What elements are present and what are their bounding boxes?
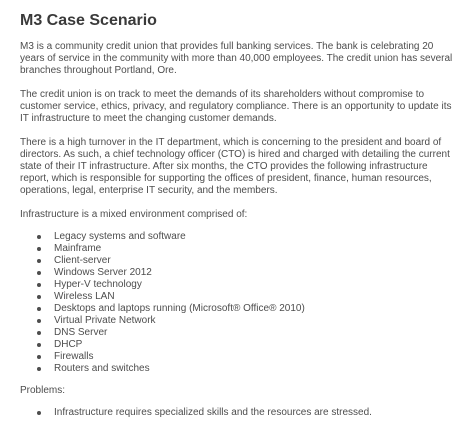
- infrastructure-list: [20, 231, 456, 375]
- list-item: [20, 291, 456, 303]
- list-item: [20, 243, 456, 255]
- bullet-icon: [37, 367, 41, 371]
- intro-paragraph: M3 is a community credit union that provides full banking services. The bank is celebrating 20 years of service in the community with more than 40,000 employees. The credit union has several branches throughout Portland, Ore.: [20, 41, 453, 76]
- list-item: [20, 279, 456, 291]
- bullet-icon: [37, 259, 41, 263]
- problems-heading: Problems:: [20, 385, 66, 396]
- bullet-icon: [37, 235, 41, 239]
- list-item-text: DHCP: [54, 339, 83, 350]
- list-item-text: Mainframe: [54, 243, 102, 254]
- list-item: [20, 315, 456, 327]
- infrastructure-intro: Infrastructure is a mixed environment comprised of:: [20, 209, 248, 220]
- list-item-text: Infrastructure requires specialized skills and the resources are stressed.: [54, 407, 372, 418]
- list-item: [20, 231, 456, 243]
- list-item: [20, 351, 456, 363]
- list-item: [20, 339, 456, 351]
- bullet-icon: [37, 271, 41, 275]
- list-item-text: Routers and switches: [54, 363, 150, 374]
- demands-paragraph: The credit union is on track to meet the demands of its shareholders without compromise to customer service, ethics, privacy, and regulatory compliance. There is an opportunity to update its IT infrastructure to meet the changing customer demands.: [20, 89, 452, 124]
- list-item: [20, 363, 456, 375]
- bullet-icon: [37, 295, 41, 299]
- list-item-text: Legacy systems and software: [54, 231, 186, 242]
- bullet-icon: [37, 355, 41, 359]
- bullet-icon: [37, 343, 41, 347]
- list-item: [20, 255, 456, 267]
- turnover-paragraph: There is a high turnover in the IT department, which is concerning to the president and board of directors. As such, a chief technology officer (CTO) is hired and charged with detailing the current state of their IT infrastructure. After six months, the CTO provides the following infrastructure report, which is responsible for supporting the offices of president, finance, human resources, operations, legal, enterprise IT security, and the members.: [20, 137, 450, 196]
- bullet-icon: [37, 319, 41, 323]
- bullet-icon: [37, 283, 41, 287]
- list-item-text: Desktops and laptops running (Microsoft® Office® 2010): [54, 303, 305, 314]
- list-item: [20, 327, 456, 339]
- list-item: [20, 267, 456, 279]
- list-item-text: DNS Server: [54, 327, 108, 338]
- list-item: [20, 407, 456, 419]
- list-item-text: Virtual Private Network: [54, 315, 156, 326]
- list-item-text: Firewalls: [54, 351, 94, 362]
- bullet-icon: [37, 247, 41, 251]
- problems-list: [20, 407, 456, 419]
- bullet-icon: [37, 411, 41, 415]
- list-item: [20, 303, 456, 315]
- bullet-icon: [37, 307, 41, 311]
- list-item-text: Client-server: [54, 255, 111, 266]
- bullet-icon: [37, 331, 41, 335]
- list-item-text: Wireless LAN: [54, 291, 115, 302]
- list-item-text: Windows Server 2012: [54, 267, 152, 278]
- page-title: M3 Case Scenario: [20, 12, 157, 29]
- document-page: [20, 12, 456, 429]
- list-item-text: Hyper-V technology: [54, 279, 142, 290]
